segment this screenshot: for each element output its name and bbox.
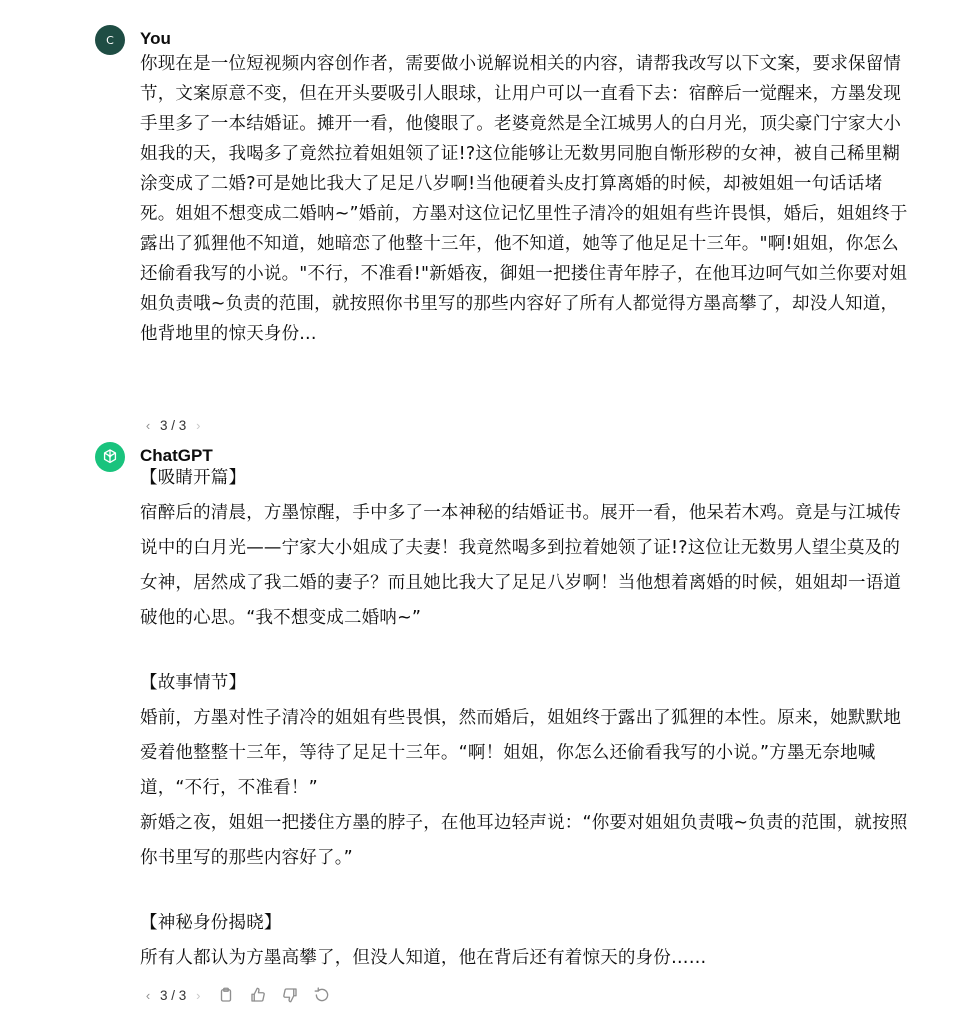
paragraph: 新婚之夜，姐姐一把搂住方墨的脖子，在他耳边轻声说：“你要对姐姐负责哦~负责的范围，就按照你书里写的那些内容好了。” xyxy=(140,813,908,868)
user-pager-label: 3 / 3 xyxy=(160,418,187,433)
thumbs-down-icon[interactable] xyxy=(280,985,300,1005)
section-heading: 【故事情节】 xyxy=(140,673,247,693)
chevron-left-icon[interactable]: ‹ xyxy=(145,418,151,433)
regenerate-icon[interactable] xyxy=(312,985,332,1005)
assistant-message-controls xyxy=(142,985,332,1005)
user-author-name: You xyxy=(140,29,171,48)
assistant-message xyxy=(95,442,915,1022)
section-heading: 【神秘身份揭晓】 xyxy=(140,913,282,933)
assistant-pager-label: 3 / 3 xyxy=(160,987,187,1003)
assistant-message-pager xyxy=(142,988,204,1003)
section-heading: 【吸睛开篇】 xyxy=(140,468,247,488)
user-avatar xyxy=(95,25,125,55)
chevron-right-icon[interactable]: › xyxy=(196,987,201,1003)
paragraph: 所有人都认为方墨高攀了，但没人知道，他在背后还有着惊天的身份…… xyxy=(140,948,707,968)
chatgpt-logo-icon xyxy=(95,442,125,472)
user-message-text: 你现在是一位短视频内容创作者，需要做小说解说相关的内容，请帮我改写以下文案，要求保留情节，文案原意不变，但在开头要吸引人眼球，让用户可以一直看下去：宿醉后一觉醒来，方墨发现手里多了一本结婚证。摊开一看，他傻眼了。老婆竟然是全江城男人的白月光，顶尖豪门宁家大小姐我的天，我喝多了竟然拉着姐姐领了证!?这位能够让无数男同胞自惭形秽的女神，被自己稀里糊涂变成了二婚?可是她比我大了足足八岁啊!当他硬着头皮打算离婚的时候，却被姐姐一句话话堵死。姐姐不想变成二婚呐~”婚前，方墨对这位记忆里性子清冷的姐姐有些许畏惧，婚后，姐姐终于露出了狐狸他不知道，她暗恋了他整十三年，他不知道，她等了他足足十三年。"啊!姐姐，你怎么还偷看我写的小说。"不行，不准看!"新婚夜，御姐一把搂住青年脖子，在他耳边呵气如兰你要对姐姐负责哦~负责的范围，就按照你书里写的那些内容好了所有人都觉得方墨高攀了，却没人知道，他背地里的惊天身份... xyxy=(140,54,908,344)
paragraph: 宿醉后的清晨，方墨惊醒，手中多了一本神秘的结婚证书。展开一看，他呆若木鸡。竟是与江城传说中的白月光——宁家大小姐成了夫妻！我竟然喝多到拉着她领了证!?这位让无数男人望尘莫及的女神，居然成了我二婚的妻子？而且她比我大了足足八岁啊！当他想着离婚的时候，姐姐却一语道破他的心思。“我不想变成二婚呐~” xyxy=(140,503,902,628)
chevron-right-icon[interactable]: › xyxy=(196,418,201,433)
chevron-left-icon[interactable]: ‹ xyxy=(145,987,151,1003)
assistant-author-name: ChatGPT xyxy=(140,446,213,465)
user-message xyxy=(95,25,915,433)
user-avatar-letter: C xyxy=(106,33,114,47)
user-message-pager xyxy=(142,418,204,433)
paragraph: 婚前，方墨对性子清冷的姐姐有些畏惧，然而婚后，姐姐终于露出了狐狸的本性。原来，她默默地爱着他整整十三年，等待了足足十三年。“啊！姐姐，你怎么还偷看我写的小说。”方墨无奈地喊道，“不行，不准看！” xyxy=(140,708,902,798)
thumbs-up-icon[interactable] xyxy=(248,985,268,1005)
assistant-message-text xyxy=(140,461,910,976)
copy-icon[interactable] xyxy=(216,985,236,1005)
